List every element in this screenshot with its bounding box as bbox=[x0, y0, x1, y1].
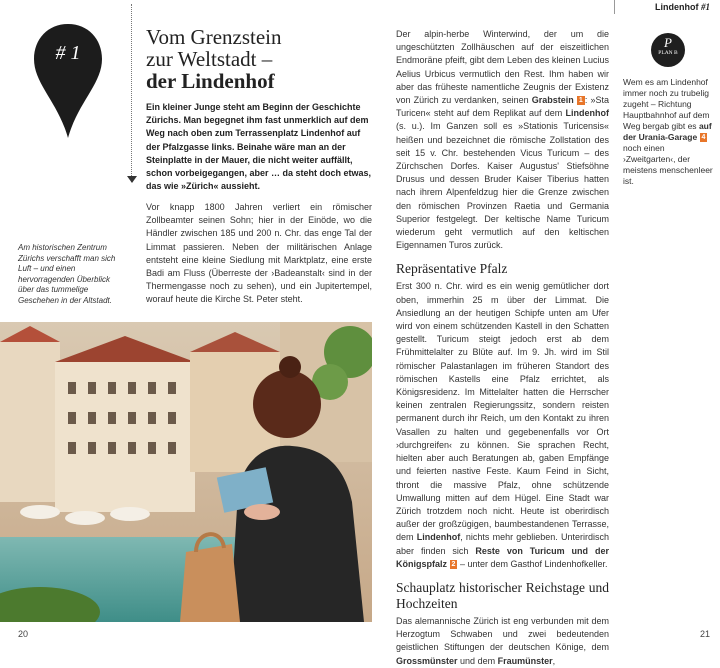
map-marker-1: 1 bbox=[578, 97, 583, 105]
text-column-2 bbox=[396, 28, 609, 668]
chapter-title bbox=[146, 26, 366, 92]
section-heading-pfalz: Repräsentative Pfalz bbox=[396, 261, 508, 277]
p2-text-c: – unter dem Gasthof Lindenhofkeller. bbox=[459, 558, 608, 569]
plan-b-badge bbox=[651, 33, 685, 67]
plan-label: PLAN B bbox=[658, 50, 678, 56]
lindenhof-highlight-2: Lindenhof bbox=[416, 532, 461, 543]
photo-caption: Am historischen Zentrum Zürichs verschafft man sich Luft – und einen hervorragenden Überblick über das tummelige Geschehen in der Altstadt. bbox=[18, 243, 116, 305]
title-line-2: zur Weltstadt – bbox=[146, 47, 273, 71]
body-paragraph-3 bbox=[396, 615, 609, 668]
reste-highlight: Reste von Turicum und der Königspfalz bbox=[396, 545, 609, 569]
title-line-1: Vom Grenzstein bbox=[146, 25, 282, 49]
photo-lindenhof-view bbox=[0, 322, 372, 622]
running-header bbox=[655, 2, 710, 12]
grossmuenster-highlight: Grossmünster bbox=[396, 655, 458, 666]
page-number-right: 21 bbox=[699, 629, 710, 639]
header-divider bbox=[614, 0, 615, 14]
arrow-down-icon bbox=[127, 176, 137, 183]
map-marker-4: 4 bbox=[701, 134, 706, 141]
p3-text-c: , bbox=[552, 655, 556, 666]
header-title: Lindenhof bbox=[654, 2, 699, 12]
side-text-a: Wem es am Lindenhof immer noch zu trubelig zugeht – Richtung Hauptbahnhof auf dem Weg bergab gibt es bbox=[623, 77, 710, 131]
dotted-guide-line bbox=[131, 4, 132, 182]
p1-text-b: : »Sta Turicen« steht auf dem Replikat auf dem bbox=[396, 95, 609, 119]
p3-text-b: und dem bbox=[460, 655, 496, 666]
page-number-left: 20 bbox=[18, 629, 29, 639]
plan-letter: P bbox=[664, 35, 672, 50]
pin-number: # 1 bbox=[55, 42, 81, 64]
location-pin-icon bbox=[32, 22, 104, 140]
header-number: #1 bbox=[701, 2, 710, 12]
lead-paragraph: Ein kleiner Junge steht am Beginn der Geschichte Zürichs. Man begegnet ihm fast unmerklich auf dem Weg nach oben zum Terrassenplatz Lindenhof auf der Pfalzgasse links. Beinahe wäre man an der Steinplatte in der Mauer, die nicht weiter auffällt, schon vorbeigegangen, aber … da steht doch etwas, das wie »Zürich« aussieht. bbox=[146, 102, 372, 192]
section-heading-reichstage: Schauplatz historischer Reichstage und Hochzeiten bbox=[396, 579, 609, 611]
side-text-b: noch einen ›Zweitgarten‹, der meistens menschenleer ist. bbox=[623, 143, 713, 186]
sidebar-tip bbox=[623, 77, 713, 187]
p2-text-a: Erst 300 n. Chr. wird es ein wenig gemütlicher dort oben, immerhin 25 m über der Limmat. Die Ansiedlung an der heutigen Schipfe unten am Ufer wird von einem schützenden Kastell in den Schatten gestellt. Turicum steigt jedoch erst ab dem Frühmittelalter zu Blüte auf. Im 9. Jh. wird im Stil römischer Palastanlagen im früheren Standort des römischen Kastells eine Pfalz errichtet, als Königsresidenz. Im Mittelalter hatten die Herrscher keinen zentralen Regierungssitz, sondern reisten permanent durch ihr Reich, um den Kontakt zu ihren Vasallen zu halten und gegebenenfalls vor Ort ›durchgreifen‹ zu können. Sie sprachen Recht, hielten aber auch Beratungen ab, gaben Empfänge und feierten nastive Feste. Kaum Feind in Sicht, thront die massive Pfalz, ohne schützende Umwallung mitten auf dem Hügel. Eine Stadt war Zürich trotzdem noch nicht. Heute ist oberirdisch außer der großzügigen, baumbestandenen Terrasse, dem bbox=[396, 281, 609, 543]
urania-garage-highlight: auf der Urania-Garage bbox=[623, 121, 712, 142]
map-marker-2: 2 bbox=[451, 560, 456, 568]
body-paragraph-2 bbox=[396, 280, 609, 570]
p1-text-c: (s. u.). Im Ganzen soll es »Stationis Turicensis« heißen und bezeichnet die römische Zollstation des seit 15 v. Chr. bestehenden Vicus Turicum – des Zürchschen Dorfes. Kaiser Augustus' Stiefsöhne Drusus und dessen Bruder Kaiser Tiberius hatten nach ihrem Alpenfeldzug hier die Grenze zwischen den römischen Provinzen Raetia und Germania Superior festgelegt. Der keltische Name Turicum wiederum geht vermutlich auf den keltischen Eigennamen Turos zurück. bbox=[396, 121, 609, 251]
body-paragraph-col1: Vor knapp 1800 Jahren verliert ein römischer Zollbeamter seinen Sohn; hier in der Einöde, wo die Händler zwischen 185 und 200 n. Chr. das enge Tal der Limmat passieren. Neben der militärischen Anlage entsteht eine kleine Siedlung mit Marktplatz, eine erste Badi am Fluss (Überreste der ›Badeanstalt‹ sind in der Thermengasse noch zu sehen), und ein Jupitertempel, worauf heute die Kirche St. Peter steht. bbox=[146, 202, 372, 305]
fraumuenster-highlight: Fraumünster bbox=[497, 655, 553, 666]
p2-text-b: , nichts mehr geblieben. Unterirdisch aber finden sich bbox=[396, 532, 609, 556]
body-paragraph-1 bbox=[396, 28, 609, 252]
p3-text-a: Das alemannische Zürich ist eng verbunden mit dem Herzogtum Schwaben und zwei bedeutenden geistlichen Stiftungen der deutschen Könige, dem bbox=[396, 615, 609, 653]
title-line-3: der Lindenhof bbox=[146, 69, 275, 93]
grabstein-highlight: Grabstein bbox=[531, 95, 574, 106]
p1-text-a: Der alpin-herbe Winterwind, der um die ungeschützten Zollhäuschen auf der eiszeitlichen Endmoräne pfeift, gibt dem Leben des kleinen Lucius Aelius Urbicus vermutlich den Rest. Ihm haben wir aber das früheste namentliche Zeugnis der Existenz von Zürich zu verdanken, seinen bbox=[396, 29, 609, 106]
lindenhof-highlight-1: Lindenhof bbox=[565, 108, 609, 119]
